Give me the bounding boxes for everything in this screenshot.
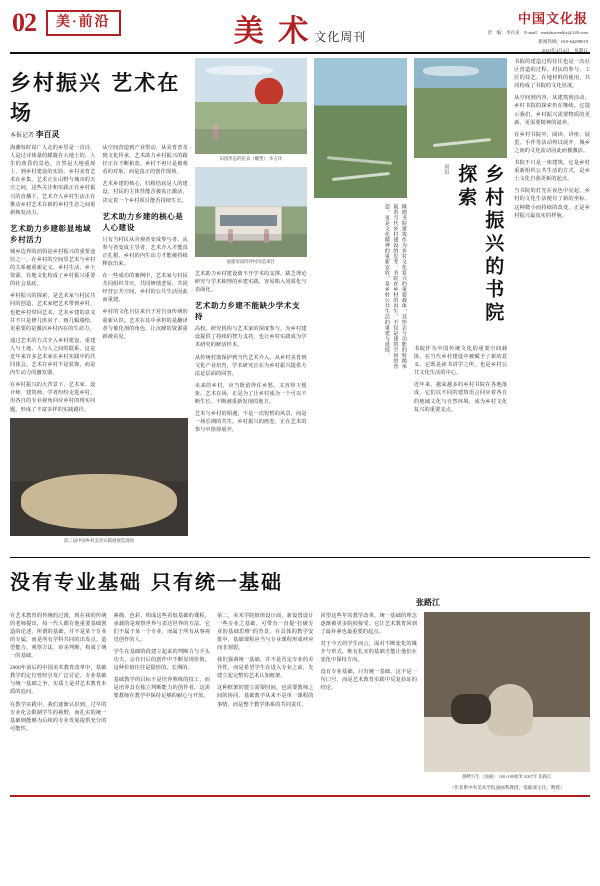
top-article-left bbox=[10, 58, 188, 549]
walkway-rail bbox=[332, 172, 390, 181]
walkway-rail bbox=[433, 138, 491, 147]
photo-caption: 田园形态的花朵（雕塑） 李占洋 bbox=[219, 156, 283, 161]
paragraph: 当书院的灯光在夜色中亮起，乡村的文化生活便有了新的坐标。这种微小而持续的改变，正是乡村振兴最真实的样貌。 bbox=[514, 188, 590, 219]
paragraph: 没有专业基础，只有统一基础。这不是一句口号，而是艺术教育实践中反复验证的结论。 bbox=[320, 669, 417, 692]
paragraph: 书院作为中国传统文化的重要空间载体，在当代乡村建设中被赋予了新的意义。它既是读书讲学之所，也是乡村公共文化生活的中心。 bbox=[413, 346, 508, 377]
still-life-photo bbox=[424, 612, 590, 772]
masthead-meta bbox=[487, 8, 590, 54]
paragraph: 在一些成功的案例中，艺术家与村民共同组织节庆、共同修缮老屋、共同经营公共空间，乡村的公共生活因此而重建。 bbox=[102, 273, 188, 304]
bottom-article bbox=[10, 566, 590, 792]
top-article-right-2 bbox=[414, 58, 507, 549]
masthead-meta-line-3: 2021年4月4日 星期日 bbox=[542, 48, 588, 53]
vertical-feature-text bbox=[314, 204, 407, 374]
paragraph: 近年来，越来越多的乡村书院在各地落成，它们以不同的建筑语言回应着各自的地域文化与自然环境，成为乡村文化复兴的重要支点。 bbox=[413, 382, 508, 413]
vertical-feature-author: 周迅 bbox=[443, 164, 449, 174]
bottom-col-2 bbox=[114, 612, 211, 792]
byline-name: 李百灵 bbox=[35, 130, 60, 139]
paragraph: 从空间到内容，从建筑到活动，乡村书院的探索仍在继续。它提示我们，乡村振兴需要物质的更新，更需要精神的滋养。 bbox=[514, 95, 590, 126]
top-article-middle bbox=[195, 58, 307, 549]
newspaper-page bbox=[0, 8, 600, 886]
paragraph: 乡村的文化自信来自于对自身传统的重新认识。艺术在其中承担的是翻译者与催化剂的角色，让沉睡的资源重新被看见。 bbox=[102, 309, 188, 340]
paragraph: 高校、研究机构与艺术家的深度参与，为乡村建设提供了持续的智力支持，也让乡村实践成为学术研究的鲜活样本。 bbox=[194, 326, 307, 349]
paragraph: 海潮每时说广人走的乡里是一首诗，人是过诗体量的朦胧在大地上的。人生的黄昏的景色，自然是大地重现上，到乡村建设的实验。乡村美育艺术在乡集、艺术正在山野与城市的天空之间，这些关注和实践正在乡村振兴的直播下，艺术介入乡村生活正在推动乡村艺术在新的乡村生态之间重新焕发活力。 bbox=[10, 145, 96, 216]
paragraph: 我们强调统一基础，并不是否定专业的差异性，而是希望学生在进入专业之前，先建立起完整的艺术认知框架。 bbox=[217, 657, 314, 680]
masthead-title-main: 美 术 bbox=[233, 14, 311, 49]
subhead: 艺术助力乡建彰显地域乡村活力 bbox=[10, 223, 91, 244]
bottom-article-byline bbox=[10, 597, 590, 608]
paragraph: 在乡村书院中，阅读、讲座、展览、手作等活动得以展开，城乡之间的文化流动因此而被激活。 bbox=[514, 131, 590, 154]
vertical-body-text: 隆德书院建筑作为乡村文化复兴的重要载体，其形态与功能的转换承载着当代乡村建设的思考。书院在乡村的再生，不仅是建筑空间的营造，更是文化精神的重新安放，是乡村公共生活的重建与延续。 bbox=[383, 204, 406, 369]
gallery-photo bbox=[10, 418, 188, 536]
top-col-1 bbox=[10, 144, 95, 418]
section-label: 美·前沿 bbox=[46, 10, 121, 36]
masthead-title bbox=[234, 6, 366, 50]
paragraph: 艺术乡建的核心，归根结底是人的建设。村民的主体性能否被真正激活，决定着一个乡村项目能否持续生长。 bbox=[102, 181, 188, 204]
paragraph: 在教学实践中，我们逐渐认识到，过早的专业化会限制学生的视野，而扎实的统一基础则能够为后续的专业发展提供充分的可能性。 bbox=[10, 701, 107, 732]
paragraph: 2000年前后的中国美术教育改革中，基础教学的定位曾经引发广泛讨论。专业基础与统一基础之争，实质上是对艺术教育本质的追问。 bbox=[10, 665, 107, 696]
bottom-col-1 bbox=[10, 612, 107, 792]
masthead-title-sub: 文化周刊 bbox=[314, 30, 367, 44]
paragraph: 艺术与乡村的相遇，不是一次短暂的风景，而是一场长期的共生。乡村振兴的画卷，正在艺术的参与中徐徐展开。 bbox=[194, 411, 307, 434]
sculpture-photo bbox=[195, 58, 307, 154]
paragraph: 书院不只是一座建筑，它是乡村重新组织公共生活的方式，是乡土文化自我更新的起点。 bbox=[514, 160, 590, 183]
masthead-meta-line-1: 责 编：李百灵 E-mail：meishuweekly@126.com bbox=[487, 30, 588, 35]
vertical-feature-title: 乡村振兴的书院探索 bbox=[455, 164, 505, 325]
section-divider bbox=[10, 557, 590, 558]
gallery-floor-installation bbox=[21, 474, 178, 528]
bottom-col-3 bbox=[217, 612, 314, 792]
bottom-article-photo-col bbox=[424, 612, 590, 792]
publication-logo: 中国文化报 bbox=[517, 11, 588, 26]
gallery-wall bbox=[10, 418, 188, 482]
paragraph: 书院的建造过程往往也是一次社区营造的过程。村民的参与、工匠的技艺、在地材料的使用，共同构成了书院的文化厚度。 bbox=[514, 59, 590, 90]
paragraph: 从传统村落保护到当代艺术介入，从乡村美育到文化产业培育，学术研究正在为乡村振兴提供方法论层面的回答。 bbox=[194, 354, 307, 377]
paragraph: 第二，美术学院值值设计面，新设置设计一些专业之基础，可带有一直提“打破专业的基础思维”的背景。在具体的教学安排中，基础课程应当与专业课程形成呼应而非割裂。 bbox=[217, 612, 314, 651]
masthead bbox=[10, 8, 590, 54]
still-life-caption: 静物写生（油画） 100×100厘米 2007年 张路江 bbox=[462, 773, 552, 779]
paragraph: 未来的乡村，应当既留得住乡愁，又容得下想象。艺术在场，正是为了让乡村成为一个可以不断生长、不断被重新发现的地方。 bbox=[194, 382, 307, 406]
subhead: 艺术助力乡建的核心是人心建设 bbox=[102, 211, 184, 232]
paragraph: 素描、色彩、构成这些看似基础的课程，承载的是观察世界与表达世界的方法。它们不属于某一个专业，而属于所有从事视觉创作的人。 bbox=[113, 612, 210, 643]
paragraph: 通过艺术的方式介入乡村建设，重建人与土地、人与人之间的联系，这是近年来许多艺术家在乡村实践中的共同体会。艺术在乡村不是装饰，而是内生动力的激发器。 bbox=[10, 337, 96, 377]
paragraph: 在乡村振兴的大背景下，艺术家、设计师、建筑师、学者纷纷走进乡村，用各自的专业视角回应乡村的现实问题，形成了丰富多样的实践路径。 bbox=[10, 382, 96, 413]
paragraph: 对于今天的学生而言，面对不断变化的媒介与形式，唯有扎实的基础才能让他们在变化中保持方向。 bbox=[320, 640, 417, 664]
village-building-photo bbox=[195, 167, 307, 257]
top-article bbox=[10, 58, 590, 549]
cliff-walkway-photo bbox=[314, 58, 407, 198]
top-article-right-1 bbox=[314, 58, 407, 549]
bottom-rule bbox=[10, 795, 590, 797]
walkway-rail bbox=[327, 156, 392, 165]
page-folio: 02 bbox=[12, 8, 36, 37]
paragraph: 学生在基础阶段建立起来的判断力与手头功夫，会在日后的创作中不断显现价值。这种价值往往是隐形的、长期的。 bbox=[113, 649, 210, 672]
paragraph: 回望这些年的教学改革，统一基础的理念逐渐被更多院校接受。它让艺术教育回到了最朴素也最重要的起点。 bbox=[320, 612, 417, 635]
ceramic-vase bbox=[487, 684, 533, 736]
byline-name: 张路江 bbox=[416, 597, 440, 607]
top-article-right-3 bbox=[514, 58, 590, 549]
top-col-2 bbox=[102, 144, 187, 418]
paragraph: 在艺术教育的传统的过渡，现在我的传统的老师提出，每一代人都有他重要基础创造的论述。所谓的基础，并不是某个专业的专属，而是所有学科共同的出发点。造型能力、观察方法、审美判断，构成了统一的基础。 bbox=[10, 612, 107, 660]
flower-sculpture bbox=[248, 64, 290, 104]
author-note: （作者系中央美术学院油画系教授、基础部主任、教授） bbox=[449, 784, 565, 790]
paragraph: 艺术助力乡村建设离不开学术的支撑。缺乏理论研究与学术梳理的乡建实践，容易陷入同质化与表面化。 bbox=[194, 271, 307, 294]
top-article-headline: 乡村振兴 艺术在场 bbox=[10, 70, 181, 125]
bottom-col-4 bbox=[321, 612, 418, 792]
teapot bbox=[451, 694, 491, 724]
bottom-article-headline: 没有专业基础 只有统一基础 bbox=[10, 569, 283, 594]
paragraph: 只有当村民从旁观者变成参与者、从参与者变成主导者，艺术介入才能真正扎根，乡村的内生动力才能被持续释放出来。 bbox=[102, 236, 188, 267]
paragraph: 这种框架的建立需要时间，也需要教师之间的协同。基础教学从来不是单一课程的事情，而是整个教学体系的共同责任。 bbox=[217, 685, 314, 708]
paragraph: 城乡边界的消弭是乡村振兴的重要途径之一，在乡村的空间里艺术与乡村的关系被重新定义，乡村生活、乡土资源、在地文化构成了乡村振兴重要的社会基底。 bbox=[10, 248, 96, 288]
paragraph: 从空间营造到产业带动，从美育普及到文化传承，艺术助力乡村振兴的路径正在不断拓宽。乡村不再只是被观看的对象，而是真正的创作现场。 bbox=[102, 145, 188, 176]
top-article-byline bbox=[10, 129, 188, 140]
masthead-meta-line-2: 新闻热线：010-64298019 bbox=[538, 39, 588, 44]
byline-prefix: 本报记者 bbox=[10, 133, 35, 139]
lawn bbox=[195, 129, 307, 154]
ground-plane bbox=[195, 234, 307, 257]
gallery-photo-caption: 第三届中国乡村美育实践展展览现场 bbox=[63, 537, 135, 543]
photo-caption: 福建屏南四坪村改造项目 bbox=[226, 259, 275, 264]
paragraph: 乡村振兴的探索，是艺术家与村民共同的创造，艺术家把艺术带到乡村，也把乡村带回艺术。艺术乡建的意义并不只是修几座房子、画几幅墙绘，更重要的是激活乡村内在的生命力。 bbox=[10, 293, 96, 332]
cloud-shape bbox=[423, 66, 479, 76]
vertical-feature-head bbox=[414, 164, 507, 339]
cliff-overview-photo bbox=[414, 58, 507, 158]
subhead: 艺术助力乡建不能缺少学术支持 bbox=[194, 301, 301, 322]
paragraph: 基础教学的目标不是培养熟练的技工，而是培养具有独立判断能力的创作者。这需要教师在教学中保持足够的耐心与开放。 bbox=[113, 677, 210, 700]
